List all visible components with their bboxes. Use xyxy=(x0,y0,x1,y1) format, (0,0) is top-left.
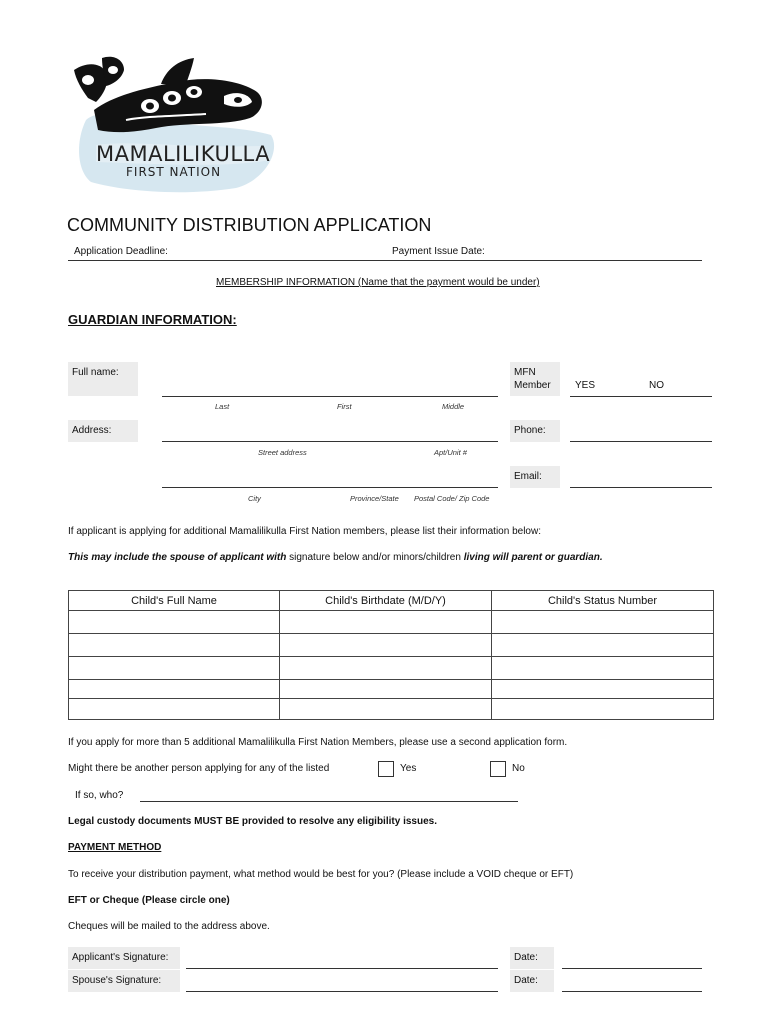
table-header-status-number: Child's Status Number xyxy=(492,591,714,611)
street-address-field[interactable] xyxy=(162,441,498,442)
mfn-member-label-1: MFN xyxy=(514,367,536,378)
email-field[interactable] xyxy=(570,487,712,488)
mfn-yes-option[interactable]: YES xyxy=(575,380,596,391)
table-cell[interactable] xyxy=(492,680,714,699)
application-deadline-label: Application Deadline: xyxy=(74,246,168,257)
apt-unit-caption: Apt/Unit # xyxy=(434,448,467,457)
table-cell[interactable] xyxy=(280,699,492,720)
table-cell[interactable] xyxy=(280,680,492,699)
payment-question: To receive your distribution payment, what method would be best for you? (Please include a VOID cheque or EFT) xyxy=(68,869,574,880)
payment-issue-date-label: Payment Issue Date: xyxy=(392,246,485,257)
spouse-signature-label: Spouse's Signature: xyxy=(72,975,162,986)
postal-code-caption: Postal Code/ Zip Code xyxy=(414,494,490,503)
another-person-text: Might there be another person applying for any of the listed xyxy=(68,763,330,774)
spouse-note-part3: living will parent or guardian. xyxy=(463,552,603,563)
date-label-1: Date: xyxy=(514,952,538,963)
if-so-who-label: If so, who? xyxy=(75,790,124,801)
mamalilikulla-logo xyxy=(66,50,286,200)
address-label: Address: xyxy=(72,425,112,436)
deadline-line xyxy=(68,260,702,261)
last-name-caption: Last xyxy=(215,402,230,411)
middle-name-caption: Middle xyxy=(442,402,465,411)
province-state-caption: Province/State xyxy=(350,494,399,503)
city-province-postal-field[interactable] xyxy=(162,487,498,488)
spouse-signature-field[interactable] xyxy=(186,991,498,992)
table-header-full-name: Child's Full Name xyxy=(69,591,280,611)
table-header-birthdate: Child's Birthdate (M/D/Y) xyxy=(280,591,492,611)
table-row xyxy=(69,680,714,699)
street-address-caption: Street address xyxy=(258,448,307,457)
date-label-2: Date: xyxy=(514,975,538,986)
full-name-label: Full name: xyxy=(72,367,119,378)
logo-name-line1: MAMALILIKULLA xyxy=(96,142,271,166)
table-cell[interactable] xyxy=(280,657,492,680)
phone-field[interactable] xyxy=(570,441,712,442)
table-row xyxy=(69,699,714,720)
membership-info-heading: MEMBERSHIP INFORMATION (Name that the payment would be under) xyxy=(216,277,540,288)
eft-or-cheque: EFT or Cheque (Please circle one) xyxy=(68,895,230,906)
table-cell[interactable] xyxy=(492,634,714,657)
additional-members-text: If applicant is applying for additional Mamalilikulla First Nation members, please list their information below: xyxy=(68,526,541,537)
table-cell[interactable] xyxy=(69,611,280,634)
table-cell[interactable] xyxy=(492,611,714,634)
city-caption: City xyxy=(248,494,261,503)
table-cell[interactable] xyxy=(69,680,280,699)
spouse-note-part2: signature below and/or minors/children xyxy=(286,552,464,563)
legal-custody-text: Legal custody documents MUST BE provided to resolve any eligibility issues. xyxy=(68,816,437,827)
email-label: Email: xyxy=(514,471,542,482)
guardian-heading: GUARDIAN INFORMATION: xyxy=(68,312,237,327)
applicant-signature-label: Applicant's Signature: xyxy=(72,952,169,963)
spouse-note xyxy=(68,552,603,563)
cheques-mailed-text: Cheques will be mailed to the address above. xyxy=(68,921,270,932)
full-name-field[interactable] xyxy=(162,396,498,397)
table-row xyxy=(69,634,714,657)
yes-checkbox[interactable] xyxy=(378,761,394,777)
mfn-no-option[interactable]: NO xyxy=(649,380,664,391)
table-cell[interactable] xyxy=(69,657,280,680)
payment-method-heading: PAYMENT METHOD xyxy=(68,842,162,853)
mfn-member-field[interactable] xyxy=(570,396,712,397)
mfn-member-label-2: Member xyxy=(514,380,551,391)
table-cell[interactable] xyxy=(69,634,280,657)
table-cell[interactable] xyxy=(492,699,714,720)
page-title: COMMUNITY DISTRIBUTION APPLICATION xyxy=(67,215,432,235)
table-cell[interactable] xyxy=(280,634,492,657)
yes-checkbox-label: Yes xyxy=(400,763,417,774)
table-cell[interactable] xyxy=(280,611,492,634)
table-row xyxy=(69,611,714,634)
table-cell[interactable] xyxy=(492,657,714,680)
logo-name-line2: FIRST NATION xyxy=(126,165,222,179)
more-than-5-text: If you apply for more than 5 additional Mamalilikulla First Nation Members, please use a second application form. xyxy=(68,737,568,748)
table-row xyxy=(69,657,714,680)
phone-label: Phone: xyxy=(514,425,546,436)
spouse-note-part1: This may include the spouse of applicant with xyxy=(68,552,287,563)
if-so-who-field[interactable] xyxy=(140,801,518,802)
applicant-date-field[interactable] xyxy=(562,968,702,969)
spouse-date-field[interactable] xyxy=(562,991,702,992)
no-checkbox-label: No xyxy=(512,763,525,774)
no-checkbox[interactable] xyxy=(490,761,506,777)
applicant-signature-field[interactable] xyxy=(186,968,498,969)
children-table xyxy=(68,590,714,720)
table-cell[interactable] xyxy=(69,699,280,720)
first-name-caption: First xyxy=(337,402,352,411)
